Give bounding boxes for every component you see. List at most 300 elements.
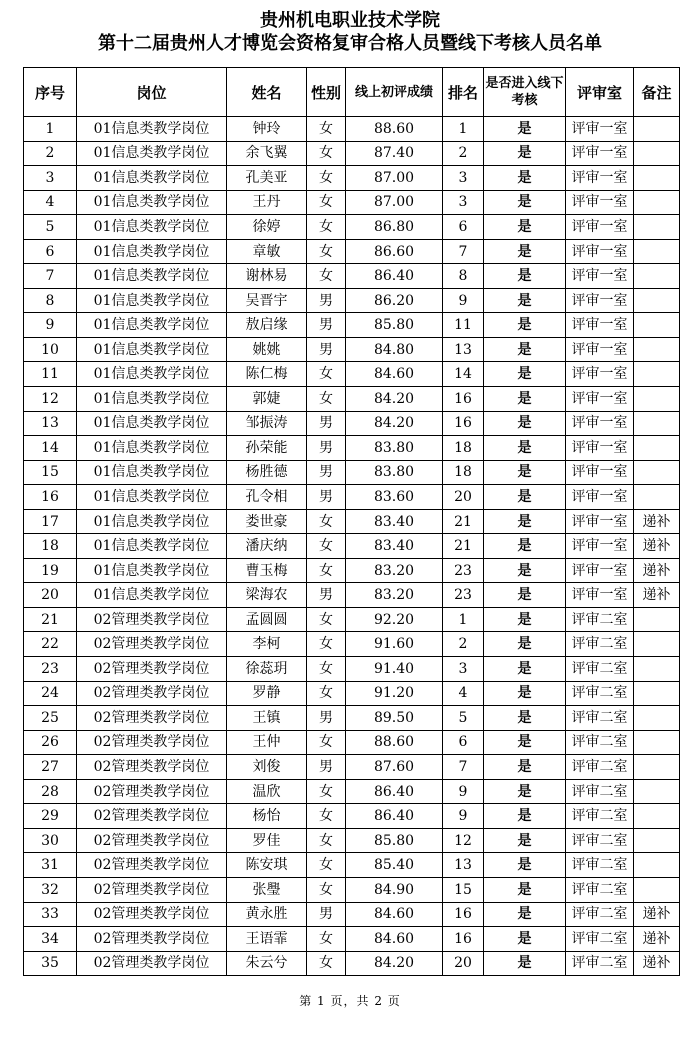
cell-gender: 女 (307, 927, 346, 952)
cell-gender: 男 (307, 460, 346, 485)
table-row (24, 951, 680, 976)
cell-room: 评审一室 (566, 485, 634, 510)
cell-room: 评审二室 (566, 779, 634, 804)
cell-rank: 16 (443, 387, 484, 412)
cell-position: 02管理类教学岗位 (77, 828, 227, 853)
cell-index: 25 (24, 706, 77, 731)
cell-name: 徐婷 (227, 215, 307, 240)
cell-score: 83.80 (346, 460, 443, 485)
cell-name: 杨胜德 (227, 460, 307, 485)
cell-rank: 3 (443, 166, 484, 191)
header-score: 线上初评成绩 (346, 68, 443, 117)
cell-note (634, 804, 680, 829)
cell-name: 温欣 (227, 779, 307, 804)
cell-room: 评审二室 (566, 681, 634, 706)
cell-note (634, 239, 680, 264)
cell-name: 黄永胜 (227, 902, 307, 927)
cell-name: 梁海农 (227, 583, 307, 608)
cell-room: 评审一室 (566, 313, 634, 338)
cell-position: 01信息类教学岗位 (77, 387, 227, 412)
cell-rank: 13 (443, 337, 484, 362)
cell-room: 评审二室 (566, 632, 634, 657)
cell-offline: 是 (484, 779, 566, 804)
table-row (24, 460, 680, 485)
cell-rank: 2 (443, 141, 484, 166)
school-name: 贵州机电职业技术学院 (260, 10, 440, 31)
cell-index: 31 (24, 853, 77, 878)
cell-rank: 1 (443, 117, 484, 142)
cell-position: 01信息类教学岗位 (77, 509, 227, 534)
cell-name: 孟圆圆 (227, 607, 307, 632)
cell-position: 01信息类教学岗位 (77, 485, 227, 510)
cell-name: 邹振涛 (227, 411, 307, 436)
cell-room: 评审二室 (566, 804, 634, 829)
cell-note: 递补 (634, 951, 680, 976)
table-row (24, 534, 680, 559)
cell-room: 评审二室 (566, 853, 634, 878)
cell-room: 评审二室 (566, 828, 634, 853)
list-title: 第十二届贵州人才博览会资格复审合格人员暨线下考核人员名单 (98, 33, 602, 54)
cell-note: 递补 (634, 583, 680, 608)
cell-position: 01信息类教学岗位 (77, 215, 227, 240)
cell-position: 01信息类教学岗位 (77, 288, 227, 313)
cell-room: 评审一室 (566, 534, 634, 559)
cell-index: 33 (24, 902, 77, 927)
cell-score: 87.60 (346, 755, 443, 780)
cell-gender: 男 (307, 411, 346, 436)
table-row (24, 657, 680, 682)
cell-score: 91.60 (346, 632, 443, 657)
cell-note (634, 264, 680, 289)
cell-position: 02管理类教学岗位 (77, 804, 227, 829)
cell-score: 87.40 (346, 141, 443, 166)
cell-offline: 是 (484, 877, 566, 902)
cell-position: 02管理类教学岗位 (77, 951, 227, 976)
cell-offline: 是 (484, 362, 566, 387)
header-gender: 性别 (307, 68, 346, 117)
cell-gender: 女 (307, 657, 346, 682)
cell-position: 01信息类教学岗位 (77, 190, 227, 215)
cell-index: 2 (24, 141, 77, 166)
cell-index: 21 (24, 607, 77, 632)
cell-gender: 女 (307, 190, 346, 215)
cell-index: 24 (24, 681, 77, 706)
cell-gender: 女 (307, 387, 346, 412)
cell-gender: 男 (307, 902, 346, 927)
cell-note (634, 337, 680, 362)
cell-gender: 男 (307, 436, 346, 461)
cell-name: 陈安琪 (227, 853, 307, 878)
table-row (24, 166, 680, 191)
cell-gender: 女 (307, 804, 346, 829)
cell-score: 84.60 (346, 927, 443, 952)
cell-offline: 是 (484, 804, 566, 829)
cell-gender: 男 (307, 288, 346, 313)
cell-gender: 女 (307, 141, 346, 166)
cell-rank: 23 (443, 558, 484, 583)
cell-room: 评审一室 (566, 117, 634, 142)
cell-index: 1 (24, 117, 77, 142)
cell-rank: 16 (443, 927, 484, 952)
cell-gender: 女 (307, 951, 346, 976)
document-title (0, 10, 700, 56)
table-row (24, 288, 680, 313)
cell-index: 19 (24, 558, 77, 583)
cell-offline: 是 (484, 166, 566, 191)
cell-position: 01信息类教学岗位 (77, 411, 227, 436)
cell-name: 娄世豪 (227, 509, 307, 534)
cell-name: 余飞翼 (227, 141, 307, 166)
cell-offline: 是 (484, 534, 566, 559)
cell-note (634, 117, 680, 142)
cell-index: 8 (24, 288, 77, 313)
cell-index: 7 (24, 264, 77, 289)
cell-position: 01信息类教学岗位 (77, 337, 227, 362)
cell-rank: 4 (443, 681, 484, 706)
table-row (24, 877, 680, 902)
cell-room: 评审二室 (566, 951, 634, 976)
cell-index: 30 (24, 828, 77, 853)
cell-room: 评审一室 (566, 288, 634, 313)
cell-gender: 女 (307, 828, 346, 853)
cell-index: 32 (24, 877, 77, 902)
cell-index: 34 (24, 927, 77, 952)
cell-name: 郭婕 (227, 387, 307, 412)
cell-offline: 是 (484, 607, 566, 632)
cell-score: 86.20 (346, 288, 443, 313)
header-index: 序号 (24, 68, 77, 117)
cell-name: 王镇 (227, 706, 307, 731)
cell-name: 朱云兮 (227, 951, 307, 976)
cell-index: 4 (24, 190, 77, 215)
cell-room: 评审二室 (566, 927, 634, 952)
cell-room: 评审二室 (566, 730, 634, 755)
cell-score: 83.40 (346, 534, 443, 559)
cell-offline: 是 (484, 681, 566, 706)
cell-score: 86.40 (346, 779, 443, 804)
cell-note (634, 755, 680, 780)
cell-note (634, 877, 680, 902)
cell-note (634, 141, 680, 166)
cell-rank: 18 (443, 460, 484, 485)
cell-offline: 是 (484, 657, 566, 682)
cell-gender: 女 (307, 853, 346, 878)
cell-note: 递补 (634, 927, 680, 952)
cell-room: 评审一室 (566, 387, 634, 412)
cell-score: 83.20 (346, 583, 443, 608)
cell-rank: 21 (443, 534, 484, 559)
cell-rank: 8 (443, 264, 484, 289)
header-room: 评审室 (566, 68, 634, 117)
cell-room: 评审一室 (566, 166, 634, 191)
cell-room: 评审一室 (566, 239, 634, 264)
cell-score: 85.40 (346, 853, 443, 878)
cell-rank: 13 (443, 853, 484, 878)
cell-rank: 6 (443, 730, 484, 755)
cell-name: 潘庆纳 (227, 534, 307, 559)
cell-position: 01信息类教学岗位 (77, 166, 227, 191)
cell-name: 张璺 (227, 877, 307, 902)
cell-name: 王仲 (227, 730, 307, 755)
cell-rank: 20 (443, 951, 484, 976)
cell-index: 9 (24, 313, 77, 338)
cell-index: 11 (24, 362, 77, 387)
cell-offline: 是 (484, 141, 566, 166)
cell-rank: 16 (443, 902, 484, 927)
cell-note (634, 215, 680, 240)
cell-score: 83.60 (346, 485, 443, 510)
cell-gender: 女 (307, 779, 346, 804)
cell-position: 01信息类教学岗位 (77, 362, 227, 387)
cell-index: 14 (24, 436, 77, 461)
cell-note (634, 190, 680, 215)
cell-room: 评审二室 (566, 657, 634, 682)
cell-rank: 12 (443, 828, 484, 853)
cell-note (634, 436, 680, 461)
table-row (24, 264, 680, 289)
cell-note (634, 853, 680, 878)
cell-room: 评审一室 (566, 362, 634, 387)
table-row (24, 485, 680, 510)
cell-room: 评审一室 (566, 509, 634, 534)
cell-offline: 是 (484, 337, 566, 362)
cell-note: 递补 (634, 509, 680, 534)
cell-gender: 女 (307, 877, 346, 902)
cell-offline: 是 (484, 853, 566, 878)
cell-offline: 是 (484, 902, 566, 927)
table-row (24, 117, 680, 142)
cell-gender: 男 (307, 337, 346, 362)
cell-rank: 3 (443, 657, 484, 682)
cell-position: 02管理类教学岗位 (77, 877, 227, 902)
table-row (24, 779, 680, 804)
cell-note (634, 288, 680, 313)
table-row (24, 558, 680, 583)
table-row (24, 607, 680, 632)
table-row (24, 927, 680, 952)
cell-score: 89.50 (346, 706, 443, 731)
cell-room: 评审二室 (566, 706, 634, 731)
cell-name: 刘俊 (227, 755, 307, 780)
cell-room: 评审二室 (566, 755, 634, 780)
cell-rank: 2 (443, 632, 484, 657)
cell-position: 02管理类教学岗位 (77, 657, 227, 682)
cell-offline: 是 (484, 411, 566, 436)
cell-score: 88.60 (346, 117, 443, 142)
cell-note (634, 681, 680, 706)
cell-gender: 女 (307, 632, 346, 657)
cell-name: 徐蕊玥 (227, 657, 307, 682)
cell-rank: 7 (443, 239, 484, 264)
cell-position: 02管理类教学岗位 (77, 927, 227, 952)
page-indicator: 第 1 页，共 2 页 (299, 994, 401, 1008)
cell-offline: 是 (484, 951, 566, 976)
cell-offline: 是 (484, 239, 566, 264)
cell-note (634, 632, 680, 657)
cell-room: 评审一室 (566, 460, 634, 485)
cell-position: 01信息类教学岗位 (77, 436, 227, 461)
cell-score: 86.60 (346, 239, 443, 264)
cell-gender: 男 (307, 583, 346, 608)
cell-rank: 20 (443, 485, 484, 510)
cell-position: 01信息类教学岗位 (77, 583, 227, 608)
cell-gender: 女 (307, 117, 346, 142)
table-row (24, 828, 680, 853)
cell-offline: 是 (484, 215, 566, 240)
cell-offline: 是 (484, 313, 566, 338)
cell-score: 88.60 (346, 730, 443, 755)
cell-note: 递补 (634, 558, 680, 583)
cell-gender: 男 (307, 706, 346, 731)
cell-offline: 是 (484, 460, 566, 485)
cell-gender: 女 (307, 558, 346, 583)
cell-offline: 是 (484, 485, 566, 510)
cell-offline: 是 (484, 632, 566, 657)
cell-offline: 是 (484, 436, 566, 461)
cell-score: 83.20 (346, 558, 443, 583)
cell-room: 评审一室 (566, 215, 634, 240)
cell-name: 吴晋宇 (227, 288, 307, 313)
candidate-table (23, 67, 680, 976)
table-header-row (24, 68, 680, 117)
cell-note: 递补 (634, 534, 680, 559)
cell-gender: 男 (307, 755, 346, 780)
cell-offline: 是 (484, 706, 566, 731)
cell-position: 02管理类教学岗位 (77, 853, 227, 878)
cell-score: 84.60 (346, 362, 443, 387)
cell-name: 姚姚 (227, 337, 307, 362)
cell-index: 10 (24, 337, 77, 362)
table-row (24, 239, 680, 264)
cell-note (634, 607, 680, 632)
table-row (24, 730, 680, 755)
table-row (24, 411, 680, 436)
cell-room: 评审一室 (566, 411, 634, 436)
cell-note (634, 460, 680, 485)
cell-name: 谢林易 (227, 264, 307, 289)
table-row (24, 436, 680, 461)
cell-position: 01信息类教学岗位 (77, 558, 227, 583)
cell-offline: 是 (484, 387, 566, 412)
table-row (24, 387, 680, 412)
cell-offline: 是 (484, 117, 566, 142)
cell-note (634, 828, 680, 853)
cell-index: 28 (24, 779, 77, 804)
cell-note: 递补 (634, 902, 680, 927)
cell-rank: 14 (443, 362, 484, 387)
cell-index: 20 (24, 583, 77, 608)
cell-position: 02管理类教学岗位 (77, 730, 227, 755)
cell-name: 王语霏 (227, 927, 307, 952)
cell-room: 评审一室 (566, 264, 634, 289)
cell-rank: 3 (443, 190, 484, 215)
cell-name: 曹玉梅 (227, 558, 307, 583)
cell-index: 35 (24, 951, 77, 976)
cell-position: 01信息类教学岗位 (77, 460, 227, 485)
cell-offline: 是 (484, 755, 566, 780)
cell-gender: 女 (307, 534, 346, 559)
header-name: 姓名 (227, 68, 307, 117)
cell-offline: 是 (484, 190, 566, 215)
table-row (24, 313, 680, 338)
cell-gender: 女 (307, 607, 346, 632)
cell-index: 12 (24, 387, 77, 412)
cell-offline: 是 (484, 558, 566, 583)
cell-index: 16 (24, 485, 77, 510)
cell-index: 5 (24, 215, 77, 240)
cell-offline: 是 (484, 828, 566, 853)
table-row (24, 632, 680, 657)
cell-position: 01信息类教学岗位 (77, 141, 227, 166)
table-row (24, 509, 680, 534)
cell-gender: 女 (307, 239, 346, 264)
cell-score: 83.40 (346, 509, 443, 534)
cell-index: 26 (24, 730, 77, 755)
header-rank: 排名 (443, 68, 484, 117)
cell-note (634, 485, 680, 510)
cell-name: 杨怡 (227, 804, 307, 829)
cell-offline: 是 (484, 583, 566, 608)
cell-score: 83.80 (346, 436, 443, 461)
cell-gender: 女 (307, 730, 346, 755)
cell-gender: 女 (307, 362, 346, 387)
cell-note (634, 411, 680, 436)
cell-name: 孙荣能 (227, 436, 307, 461)
cell-rank: 7 (443, 755, 484, 780)
table-row (24, 804, 680, 829)
cell-score: 87.00 (346, 190, 443, 215)
cell-score: 84.80 (346, 337, 443, 362)
table-body (24, 117, 680, 976)
cell-score: 86.40 (346, 264, 443, 289)
cell-room: 评审二室 (566, 877, 634, 902)
table-row (24, 337, 680, 362)
cell-note (634, 387, 680, 412)
cell-score: 84.60 (346, 902, 443, 927)
cell-rank: 15 (443, 877, 484, 902)
cell-position: 02管理类教学岗位 (77, 607, 227, 632)
table-row (24, 902, 680, 927)
cell-position: 02管理类教学岗位 (77, 706, 227, 731)
table-row (24, 215, 680, 240)
cell-room: 评审一室 (566, 141, 634, 166)
cell-index: 17 (24, 509, 77, 534)
cell-name: 罗佳 (227, 828, 307, 853)
cell-position: 02管理类教学岗位 (77, 632, 227, 657)
cell-gender: 女 (307, 681, 346, 706)
cell-note (634, 166, 680, 191)
cell-rank: 9 (443, 288, 484, 313)
table-row (24, 706, 680, 731)
cell-offline: 是 (484, 927, 566, 952)
cell-rank: 18 (443, 436, 484, 461)
cell-index: 15 (24, 460, 77, 485)
table-row (24, 755, 680, 780)
cell-rank: 16 (443, 411, 484, 436)
cell-score: 85.80 (346, 313, 443, 338)
cell-rank: 9 (443, 804, 484, 829)
cell-note (634, 362, 680, 387)
cell-note (634, 730, 680, 755)
cell-name: 孔令相 (227, 485, 307, 510)
cell-score: 84.90 (346, 877, 443, 902)
cell-rank: 5 (443, 706, 484, 731)
cell-name: 孔美亚 (227, 166, 307, 191)
cell-name: 敖启缘 (227, 313, 307, 338)
table-row (24, 583, 680, 608)
cell-note (634, 706, 680, 731)
cell-index: 27 (24, 755, 77, 780)
